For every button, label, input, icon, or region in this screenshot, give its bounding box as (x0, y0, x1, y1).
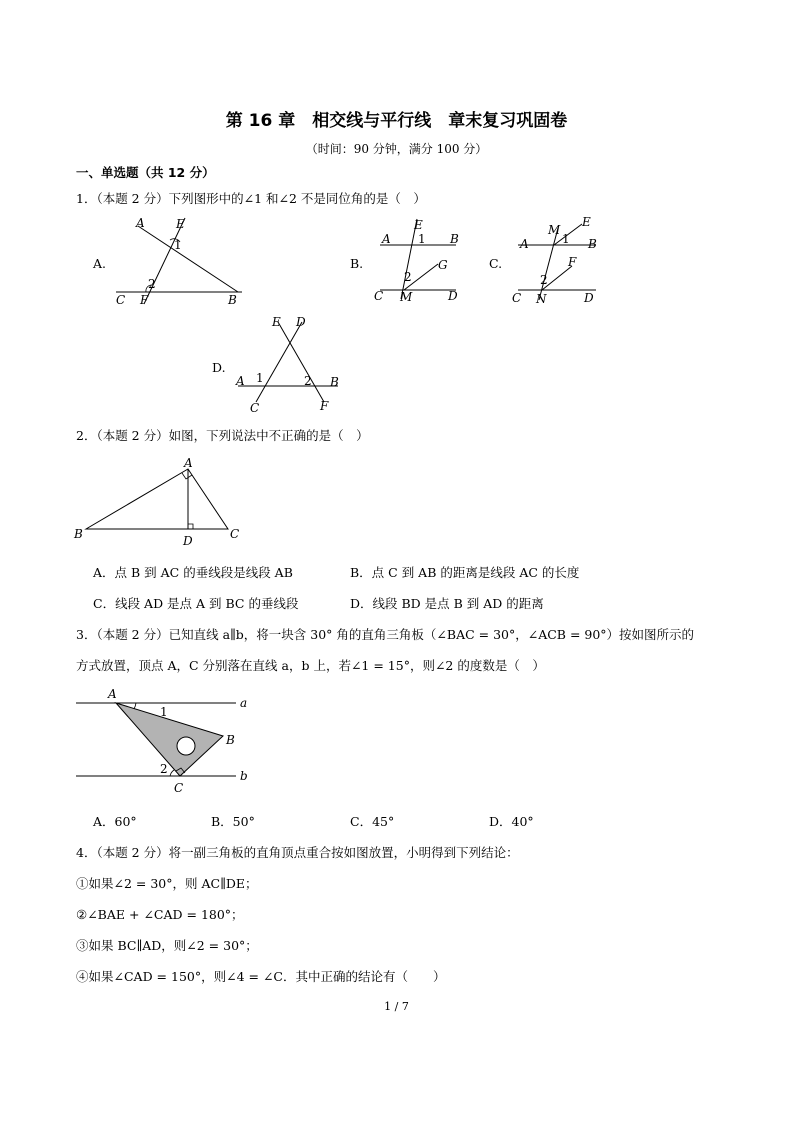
label-E: E (582, 215, 591, 229)
label-A: A (382, 232, 391, 246)
question-2-stem: 2．（本题 2 分）如图，下列说法中不正确的是（ ） (76, 428, 369, 443)
question-4-stem: 4．（本题 2 分）将一副三角板的直角顶点重合按如图放置，小明得到下列结论： (76, 845, 519, 860)
label-B: B (450, 232, 459, 246)
label-D: D (296, 315, 306, 329)
angle-2-label: 2 (540, 273, 548, 287)
q2-option-d: D．线段 BD 是点 B 到 AD 的距离 (350, 596, 544, 611)
section-heading: 一、单选题（共 12 分） (76, 165, 215, 180)
label-b: b (240, 769, 248, 783)
angle-2-label: 2 (160, 762, 168, 776)
exam-subtitle: （时间：90 分钟，满分 100 分） (305, 142, 488, 156)
label-M: M (400, 290, 413, 304)
angle-2-label: 2 (404, 270, 412, 284)
label-B: B (228, 293, 237, 307)
label-F: F (140, 293, 149, 307)
question-3-stem-line-2: 方式放置，顶点 A，C 分别落在直线 a，b 上，若∠1 = 15°，则∠2 的度数是（ ） (76, 658, 545, 673)
q4-conclusion-1: ①如果∠2 = 30°，则 AC∥DE； (76, 876, 258, 891)
label-B: B (330, 375, 339, 389)
q2-option-c: C．线段 AD 是点 A 到 BC 的垂线段 (93, 596, 299, 611)
label-E: E (176, 217, 185, 231)
page-number: 1 / 7 (384, 1000, 409, 1013)
q2-option-a: A．点 B 到 AC 的垂线段是线段 AB (93, 565, 293, 580)
label-E: E (414, 218, 423, 232)
label-B: B (226, 733, 235, 747)
label-C: C (512, 291, 522, 305)
page-title: 第 16 章 相交线与平行线 章末复习巩固卷 (225, 111, 568, 131)
q3-option-d: D．40° (489, 814, 534, 829)
label-A: A (520, 237, 529, 251)
angle-2-label: 2 (148, 277, 156, 291)
q1-figure-d (230, 312, 350, 417)
label-F: F (568, 255, 577, 269)
question-1-stem: 1．（本题 2 分）下列图形中的∠1 和∠2 不是同位角的是（ ） (76, 191, 426, 206)
label-C: C (250, 401, 260, 415)
q4-conclusion-2: ②∠BAE + ∠CAD = 180°； (76, 907, 244, 922)
label-D: D (448, 289, 458, 303)
q3-option-c: C．45° (350, 814, 395, 829)
q1-option-a-label: A. (93, 256, 107, 271)
q3-option-b: B．50° (211, 814, 255, 829)
label-E: E (272, 315, 281, 329)
label-B: B (74, 527, 83, 541)
label-C: C (230, 527, 240, 541)
angle-2-label: 2 (304, 374, 312, 388)
label-D: D (584, 291, 594, 305)
label-B: B (588, 237, 597, 251)
q1-figure-a (110, 212, 260, 312)
label-C: C (116, 293, 126, 307)
q2-figure (70, 452, 250, 550)
label-F: F (320, 399, 329, 413)
q1-option-b-label: B. (350, 256, 364, 271)
angle-1-label: 1 (160, 705, 168, 719)
q4-conclusion-4: ④如果∠CAD = 150°，则∠4 = ∠C．其中正确的结论有（ ） (76, 969, 446, 984)
label-G: G (438, 258, 448, 272)
label-C: C (174, 781, 184, 795)
label-a: a (240, 696, 248, 710)
angle-1-label: 1 (418, 232, 426, 246)
q1-option-d-label: D. (212, 360, 226, 375)
q2-option-b: B．点 C 到 AB 的距离是线段 AC 的长度 (350, 565, 580, 580)
label-A: A (136, 216, 145, 230)
angle-1-label: 1 (562, 232, 570, 246)
label-N: N (536, 292, 547, 306)
angle-1-label: 1 (174, 238, 182, 252)
q3-option-a: A．60° (93, 814, 137, 829)
label-A: A (108, 687, 117, 701)
q3-figure (70, 684, 270, 800)
q4-conclusion-3: ③如果 BC∥AD，则∠2 = 30°； (76, 938, 258, 953)
q1-figure-c (510, 214, 610, 309)
question-3-stem-line-1: 3．（本题 2 分）已知直线 a∥b，将一块含 30° 角的直角三角板（∠BAC = 30°，∠ACB = 90°）按如图所示的 (76, 627, 695, 642)
label-A: A (236, 374, 245, 388)
q1-option-c-label: C. (489, 256, 503, 271)
label-A: A (184, 456, 193, 470)
label-C: C (374, 289, 384, 303)
label-D: D (183, 534, 193, 548)
label-M: M (548, 223, 561, 237)
q1-figure-b (372, 214, 472, 309)
angle-1-label: 1 (256, 371, 264, 385)
